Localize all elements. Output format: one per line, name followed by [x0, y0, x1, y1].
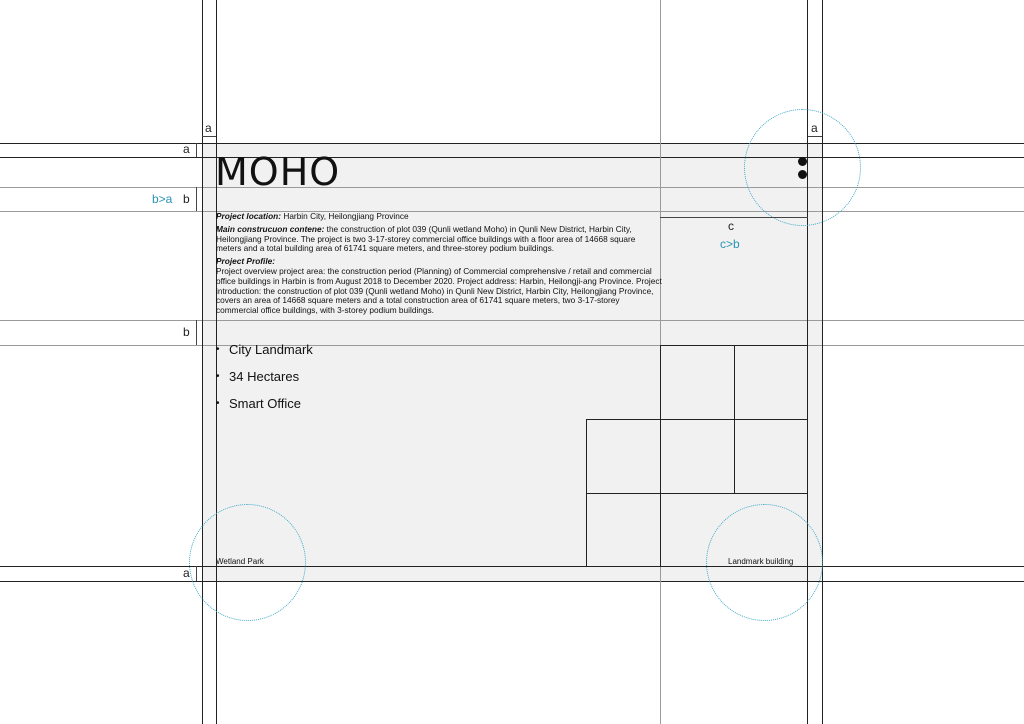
grid-square	[586, 419, 661, 494]
dimension-tick	[196, 187, 197, 211]
guide-line-bottom	[0, 581, 1024, 582]
dimension-a-left: a	[205, 121, 212, 135]
guide-line-text-bottom	[0, 320, 1024, 321]
dimension-tick	[196, 320, 197, 345]
guide-line-logo-bottom	[0, 187, 1024, 188]
bullet-icon: •	[216, 398, 220, 409]
dimension-tick	[196, 566, 197, 581]
bullet-icon: •	[216, 371, 220, 382]
guide-line-bottom-margin	[0, 566, 1024, 567]
guide-line-margin-a	[0, 157, 1024, 158]
content-label: Main construcuon contene:	[216, 223, 325, 234]
guide-line-top	[0, 143, 1024, 144]
logo-moho: MOHO	[215, 150, 341, 194]
dimension-tick	[808, 136, 822, 137]
corner-circle-bottom-left	[189, 504, 306, 621]
project-content	[216, 225, 662, 254]
annotation-b-gt-a: b>a	[152, 192, 173, 206]
grid-square	[660, 419, 735, 494]
project-profile	[216, 257, 662, 316]
dimension-tick	[196, 143, 197, 157]
highlight-list	[216, 341, 313, 422]
footer-right-caption: Landmark building	[728, 557, 794, 566]
guide-line-left	[202, 0, 203, 724]
location-label: Project location:	[216, 211, 282, 221]
dimension-c-line	[660, 217, 808, 218]
profile-value: Project overview project area: the construction period (Planning) of Commercial comprehensive / retail and commercial office buildings in Harbin is from August 2018 to December 2020. Project address: Harbin, Heilongji-ang Province. Project introduction: the construction of plot 039 (Qunli wetland Moho) in Qunli New District, Harbin City, Heilongjiang Province, covers an area of 14668 square meters and a total construction area of 61741 square meters, two 3-17-storey commercial office buildings, with 3-storey podium buildings.	[216, 265, 662, 316]
list-item-label: Smart Office	[229, 396, 302, 411]
list-item	[216, 341, 313, 368]
grid-square	[586, 493, 661, 567]
corner-circle-top-right	[744, 109, 861, 226]
annotation-c-gt-b: c>b	[720, 237, 740, 251]
dimension-a-top: a	[183, 142, 190, 156]
location-value: Harbin City, Heilongjiang Province	[283, 211, 409, 221]
profile-label: Project Profile:	[216, 256, 276, 267]
list-item	[216, 368, 313, 395]
list-item-label: City Landmark	[229, 342, 313, 357]
guide-line-list-top	[0, 345, 1024, 346]
dimension-b-top: b	[183, 192, 190, 206]
content-value: the construction of plot 039 (Qunli wetland Moho) in Qunli New District, Harbin City, Heilongjiang Province. The project is two 3-17-storey commercial office buildings with a floor area of 14668 square meters and a total building area of 61741 square meters, and three-storey podium buildings.	[216, 223, 636, 254]
footer-left-caption: Wetland Park	[216, 557, 264, 566]
dimension-a-bottom: a	[183, 566, 190, 580]
list-item-label: 34 Hectares	[229, 369, 300, 384]
grid-square	[734, 419, 808, 494]
list-item	[216, 395, 313, 422]
dimension-tick	[202, 136, 216, 137]
corner-circle-bottom-right	[706, 504, 823, 621]
project-location	[216, 212, 662, 222]
grid-square	[734, 345, 808, 420]
dimension-c: c	[728, 219, 734, 233]
dimension-b-middle: b	[183, 325, 190, 339]
dimension-a-right: a	[811, 121, 818, 135]
grid-square	[660, 345, 735, 420]
guide-line-right	[822, 0, 823, 724]
project-text-block	[216, 212, 662, 319]
bullet-icon: •	[216, 344, 220, 355]
